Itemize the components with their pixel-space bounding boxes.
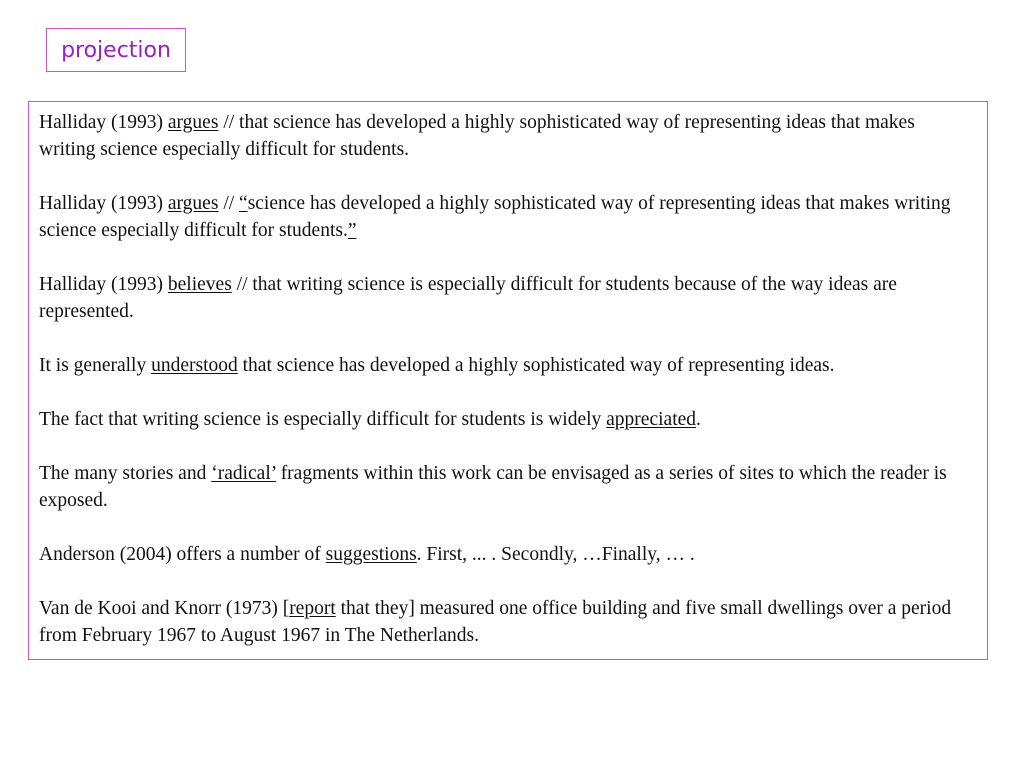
reporting-verb: appreciated: [606, 409, 697, 430]
close-quote: ”: [347, 220, 357, 241]
reporting-verb: suggestions: [325, 544, 417, 565]
slide-title: projection: [61, 37, 171, 63]
quoted-text: science has developed a highly sophisticated way of representing ideas that makes writing science especially difficult for students.: [39, 193, 951, 241]
reporting-verb: believes: [167, 274, 232, 295]
reporting-verb: argues: [167, 112, 219, 133]
example-paragraph-4: It is generally understood that science has developed a highly sophisticated way of representing ideas.: [39, 355, 835, 376]
example-paragraph-2: Halliday (1993) argues // “science has developed a highly sophisticated way of representing ideas that makes writing science especially difficult for students.”: [39, 193, 951, 241]
example-paragraph-3: Halliday (1993) believes // that writing science is especially difficult for students because of the way ideas are represented.: [39, 274, 897, 322]
slide-title-box: [46, 28, 186, 72]
open-quote: “: [239, 193, 248, 214]
example-paragraph-1: Halliday (1993) argues // that science has developed a highly sophisticated way of representing ideas that makes writing science especially difficult for students.: [39, 112, 915, 160]
examples-box: [28, 101, 988, 660]
reporting-verb: ‘radical’: [211, 463, 276, 484]
example-paragraph-5: The fact that writing science is especially difficult for students is widely appreciated.: [39, 409, 701, 430]
example-paragraph-8: Van de Kooi and Knorr (1973) [report that they] measured one office building and five small dwellings over a period from February 1967 to August 1967 in The Netherlands.: [39, 598, 952, 646]
example-paragraph-6: The many stories and ‘radical’ fragments within this work can be envisaged as a series of sites to which the reader is exposed.: [39, 463, 947, 511]
reporting-verb: understood: [151, 355, 238, 376]
reporting-verb: report: [289, 598, 336, 619]
example-paragraph-7: Anderson (2004) offers a number of suggestions. First, ... . Secondly, …Finally, … .: [39, 544, 695, 565]
reporting-verb: argues: [167, 193, 219, 214]
